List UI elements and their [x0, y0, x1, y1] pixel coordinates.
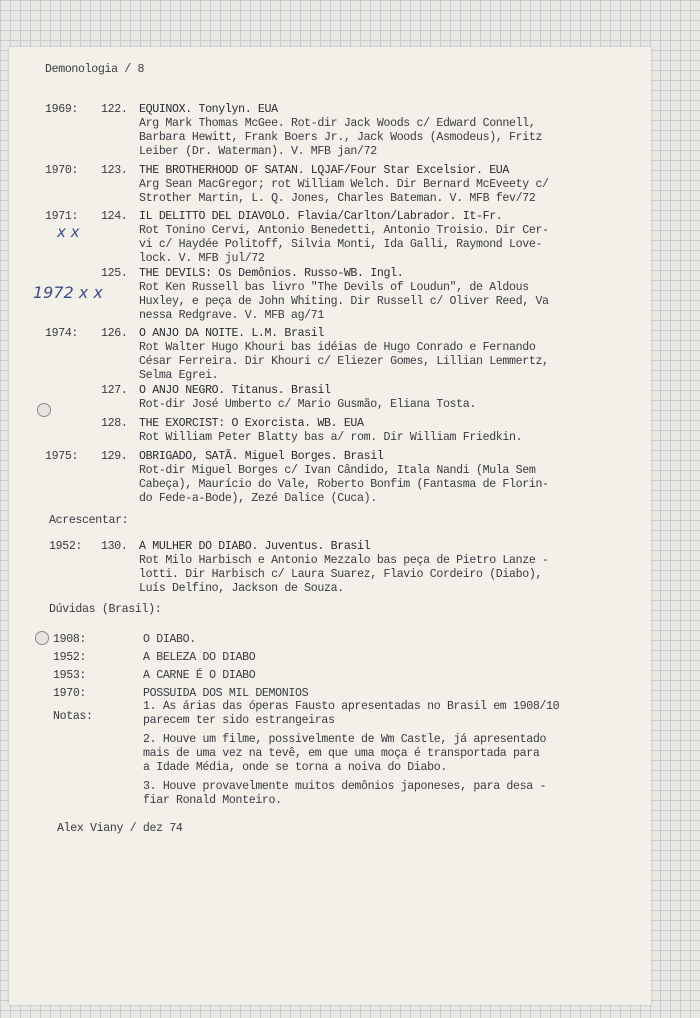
entry-line: OBRIGADO, SATÃ. Miguel Borges. Brasil	[139, 450, 384, 463]
document-sheet	[9, 47, 651, 1005]
doubt-title: POSSUIDA DOS MIL DEMONIOS	[143, 687, 309, 700]
section-heading-duvidas: Dúvidas (Brasil):	[49, 603, 162, 616]
entry-line: Rot Ken Russell bas livro "The Devils of Loudun", de Aldous	[139, 281, 529, 294]
entry-line: Luís Delfino, Jackson de Souza.	[139, 582, 344, 595]
handwritten-note: 1972 x x	[33, 283, 103, 302]
entry-year: 1975:	[45, 450, 79, 463]
entry-line: Huxley, e peça de John Whiting. Dir Russell c/ Oliver Reed, Va	[139, 295, 549, 308]
note-line: 3. Houve provavelmente muitos demônios japoneses, para desa -	[143, 780, 547, 793]
entry-line: Arg Sean MacGregor; rot William Welch. Dir Bernard McEveety c/	[139, 178, 549, 191]
entry-line: A MULHER DO DIABO. Juventus. Brasil	[139, 540, 371, 553]
entry-year: 1952:	[49, 540, 83, 553]
page-header: Demonologia / 8	[45, 63, 145, 76]
entry-line: vi c/ Haydée Politoff, Silvia Monti, Ida Galli, Raymond Love-	[139, 238, 543, 251]
entry-year: 1974:	[45, 327, 79, 340]
entry-year: 1969:	[45, 103, 79, 116]
punch-hole	[35, 631, 49, 645]
doubt-year: 1970:	[53, 687, 87, 700]
entry-line: THE EXORCIST: O Exorcista. WB. EUA	[139, 417, 364, 430]
note-line: mais de uma vez na tevê, em que uma moça é transportada para	[143, 747, 540, 760]
entry-line: Rot Walter Hugo Khouri bas idéias de Hugo Conrado e Fernando	[139, 341, 536, 354]
doubt-year: 1952:	[53, 651, 87, 664]
section-heading-notas: Notas:	[53, 710, 93, 723]
doubt-year: 1908:	[53, 633, 87, 646]
entry-number: 124.	[101, 210, 128, 223]
entry-number: 127.	[101, 384, 128, 397]
note-line: parecem ter sido estrangeiras	[143, 714, 335, 727]
entry-line: Arg Mark Thomas McGee. Rot-dir Jack Woods c/ Edward Connell,	[139, 117, 536, 130]
doubt-title: O DIABO.	[143, 633, 196, 646]
entry-number: 130.	[101, 540, 128, 553]
entry-line: Rot Tonino Cervi, Antonio Benedetti, Antonio Troisio. Dir Cer-	[139, 224, 549, 237]
entry-number: 129.	[101, 450, 128, 463]
entry-line: Strother Martin, L. Q. Jones, Charles Bateman. V. MFB fev/72	[139, 192, 536, 205]
entry-number: 125.	[101, 267, 128, 280]
entry-line: nessa Redgrave. V. MFB ag/71	[139, 309, 325, 322]
entry-line: Leiber (Dr. Waterman). V. MFB jan/72	[139, 145, 377, 158]
entry-line: César Ferreira. Dir Khouri c/ Eliezer Gomes, Lillian Lemmertz,	[139, 355, 549, 368]
entry-line: THE DEVILS: Os Demônios. Russo-WB. Ingl.	[139, 267, 404, 280]
entry-line: do Fede-a-Bode), Zezé Dalice (Cuca).	[139, 492, 377, 505]
entry-number: 123.	[101, 164, 128, 177]
entry-line: THE BROTHERHOOD OF SATAN. LQJAF/Four Star Excelsior. EUA	[139, 164, 510, 177]
doubt-title: A BELEZA DO DIABO	[143, 651, 256, 664]
entry-line: Cabeça), Maurício do Vale, Roberto Bonfim (Fantasma de Florin-	[139, 478, 549, 491]
entry-line: Barbara Hewitt, Frank Boers Jr., Jack Woods (Asmodeus), Fritz	[139, 131, 543, 144]
note-line: fiar Ronald Monteiro.	[143, 794, 282, 807]
entry-line: EQUINOX. Tonylyn. EUA	[139, 103, 278, 116]
punch-hole	[37, 403, 51, 417]
entry-line: Rot Milo Harbisch e Antonio Mezzalo bas peça de Pietro Lanze -	[139, 554, 549, 567]
entry-number: 122.	[101, 103, 128, 116]
entry-number: 128.	[101, 417, 128, 430]
note-line: 2. Houve um filme, possivelmente de Wm Castle, já apresentado	[143, 733, 547, 746]
entry-line: O ANJO NEGRO. Titanus. Brasil	[139, 384, 331, 397]
note-line: a Idade Média, onde se torna a noiva do Diabo.	[143, 761, 447, 774]
signature-line: Alex Viany / dez 74	[57, 822, 183, 835]
entry-year: 1971:	[45, 210, 79, 223]
entry-line: Rot William Peter Blatty bas a/ rom. Dir William Friedkin.	[139, 431, 523, 444]
entry-line: Selma Egrei.	[139, 369, 219, 382]
doubt-year: 1953:	[53, 669, 87, 682]
entry-number: 126.	[101, 327, 128, 340]
entry-line: Rot-dir José Umberto c/ Mario Gusmão, Eliana Tosta.	[139, 398, 476, 411]
entry-line: lock. V. MFB jul/72	[139, 252, 265, 265]
section-heading-acrescentar: Acrescentar:	[49, 514, 129, 527]
entry-line: O ANJO DA NOITE. L.M. Brasil	[139, 327, 325, 340]
note-line: 1. As árias das óperas Fausto apresentadas no Brasil em 1908/10	[143, 700, 560, 713]
entry-year: 1970:	[45, 164, 79, 177]
handwritten-note: x x	[57, 223, 80, 241]
entry-line: lotti. Dir Harbisch c/ Laura Suarez, Flavio Cordeiro (Diabo),	[139, 568, 543, 581]
entry-line: IL DELITTO DEL DIAVOLO. Flavia/Carlton/Labrador. It-Fr.	[139, 210, 503, 223]
entry-line: Rot-dir Miguel Borges c/ Ivan Cândido, Itala Nandi (Mula Sem	[139, 464, 536, 477]
doubt-title: A CARNE É O DIABO	[143, 669, 256, 682]
